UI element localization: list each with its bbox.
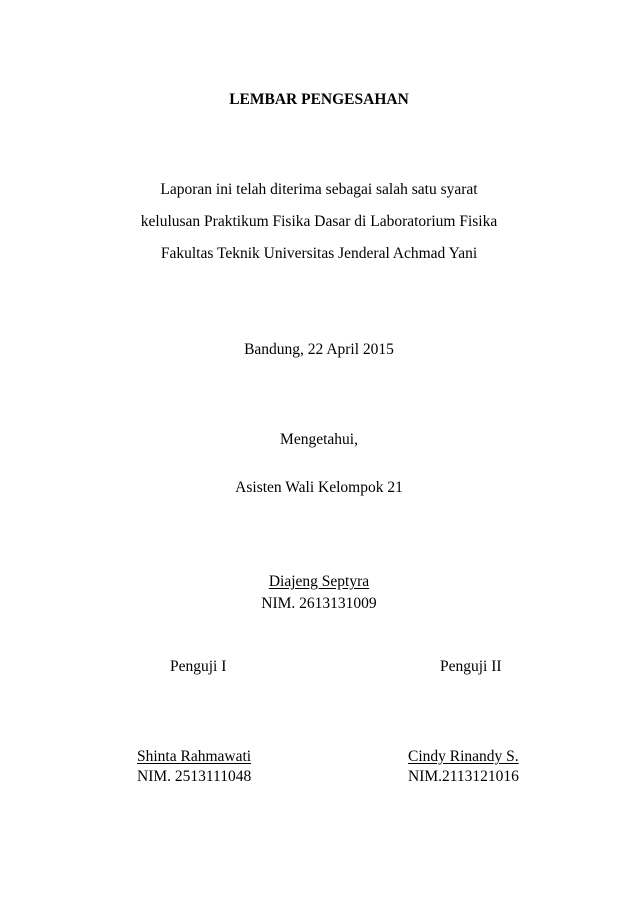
examiner-1-name: Shinta Rahmawati bbox=[137, 748, 252, 765]
examiner-2-signature-block bbox=[408, 747, 568, 787]
examiner-1-signature-block bbox=[137, 747, 297, 787]
place-date: Bandung, 22 April 2015 bbox=[244, 341, 394, 358]
examiner-1-label: Penguji I bbox=[170, 658, 227, 675]
body-line-3: Fakultas Teknik Universitas Jenderal Achmad Yani bbox=[160, 245, 478, 262]
acknowledged-label: Mengetahui, bbox=[280, 431, 358, 448]
assistant-name: Diajeng Septyra bbox=[268, 573, 370, 590]
examiner-2-nim: NIM.2113121016 bbox=[408, 768, 519, 785]
body-line-2: kelulusan Praktikum Fisika Dasar di Laboratorium Fisika bbox=[140, 213, 498, 230]
examiner-2-label: Penguji II bbox=[440, 658, 502, 675]
examiner-2-name: Cindy Rinandy S. bbox=[408, 748, 519, 765]
page-title: LEMBAR PENGESAHAN bbox=[229, 91, 409, 108]
assistant-signature-block bbox=[0, 572, 638, 592]
examiner-1-nim: NIM. 2513111048 bbox=[137, 768, 252, 785]
assistant-nim: NIM. 2613131009 bbox=[261, 595, 377, 612]
body-line-1: Laporan ini telah diterima sebagai salah satu syarat bbox=[160, 181, 478, 198]
assistant-role: Asisten Wali Kelompok 21 bbox=[235, 479, 403, 496]
